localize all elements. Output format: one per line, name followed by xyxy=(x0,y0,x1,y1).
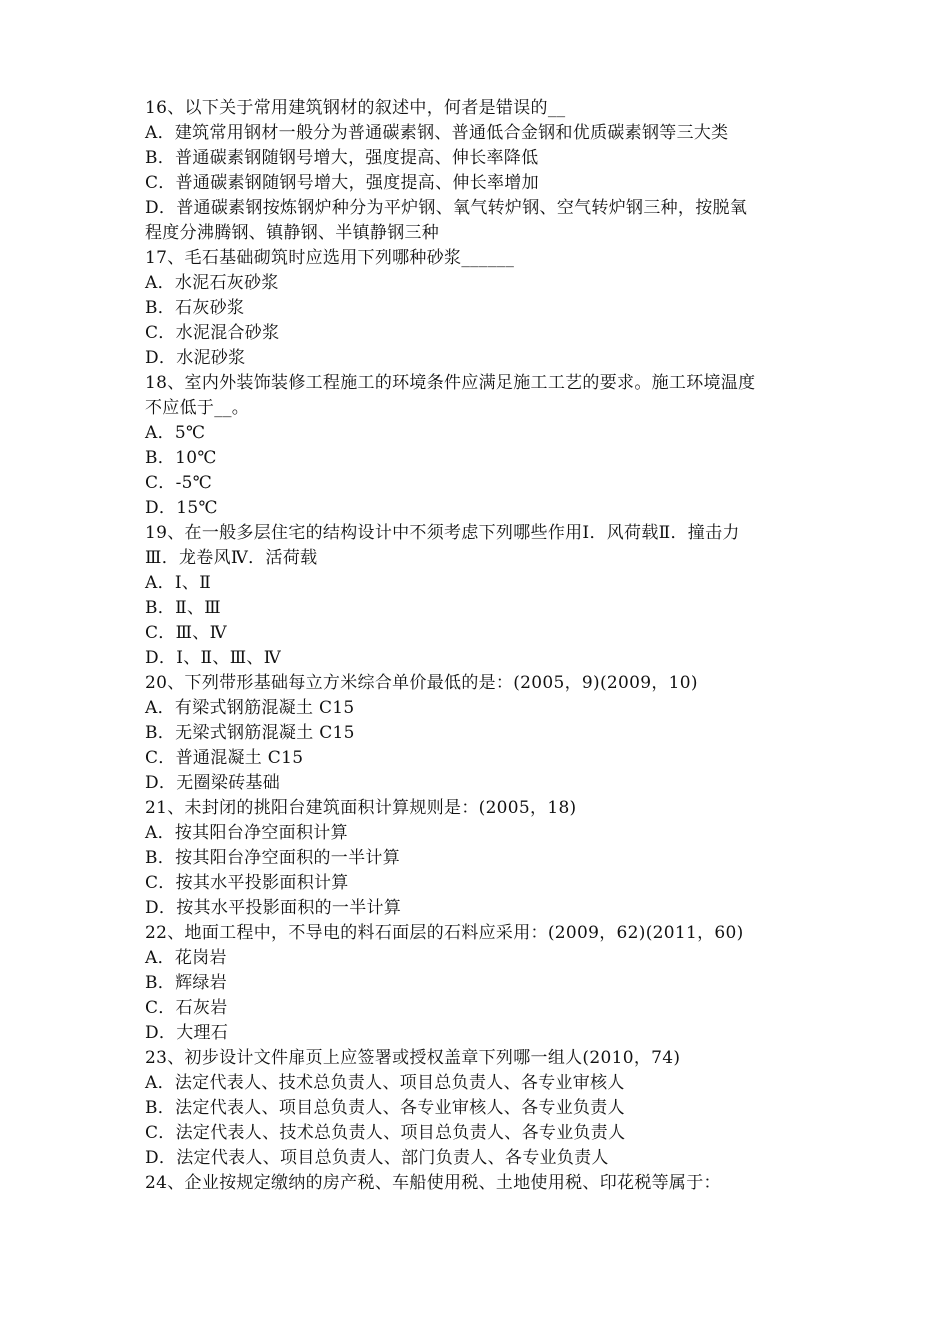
question-23-option-a: A．法定代表人、技术总负责人、项目总负责人、各专业审核人 xyxy=(145,1073,625,1093)
question-18-option-d: D．15℃ xyxy=(145,498,218,518)
question-18-option-c: C．-5℃ xyxy=(145,473,213,493)
question-19-option-b: B．Ⅱ、Ⅲ xyxy=(145,598,221,618)
question-21-title: 21、未封闭的挑阳台建筑面积计算规则是：(2005，18) xyxy=(145,798,577,818)
question-20-option-b: B．无梁式钢筋混凝土 C15 xyxy=(145,723,355,743)
question-21-option-d: D．按其水平投影面积的一半计算 xyxy=(145,898,402,918)
question-17-option-a: A．水泥石灰砂浆 xyxy=(145,273,279,293)
question-19-option-d: D．Ⅰ、Ⅱ、Ⅲ、Ⅳ xyxy=(145,648,281,668)
question-21-option-c: C．按其水平投影面积计算 xyxy=(145,873,349,893)
question-17-option-d: D．水泥砂浆 xyxy=(145,348,246,368)
question-22-option-d: D．大理石 xyxy=(145,1023,229,1043)
question-23-option-b: B．法定代表人、项目总负责人、各专业审核人、各专业负责人 xyxy=(145,1098,625,1118)
question-20-option-a: A．有梁式钢筋混凝土 C15 xyxy=(145,698,355,718)
question-17-option-c: C．水泥混合砂浆 xyxy=(145,323,280,343)
question-22-title: 22、地面工程中，不导电的料石面层的石料应采用：(2009，62)(2011，60) xyxy=(145,923,744,943)
question-24-title: 24、企业按规定缴纳的房产税、车船使用税、土地使用税、印花税等属于： xyxy=(145,1173,721,1193)
question-16-option-d-continued: 程度分沸腾钢、镇静钢、半镇静钢三种 xyxy=(145,223,440,243)
question-16-title: 16、以下关于常用建筑钢材的叙述中，何者是错误的__ xyxy=(145,98,566,118)
question-22-option-b: B．辉绿岩 xyxy=(145,973,227,993)
question-18-option-b: B．10℃ xyxy=(145,448,217,468)
question-23-title: 23、初步设计文件扉页上应签署或授权盖章下列哪一组人(2010，74) xyxy=(145,1048,681,1068)
question-19-option-c: C．Ⅲ、Ⅳ xyxy=(145,623,227,643)
document-page xyxy=(145,96,825,1196)
question-16-option-c: C．普通碳素钢随钢号增大，强度提高、伸长率增加 xyxy=(145,173,539,193)
question-16-option-d: D．普通碳素钢按炼钢炉种分为平炉钢、氧气转炉钢、空气转炉钢三种，按脱氧 xyxy=(145,198,748,218)
question-23-option-c: C．法定代表人、技术总负责人、项目总负责人、各专业负责人 xyxy=(145,1123,626,1143)
question-21-option-b: B．按其阳台净空面积的一半计算 xyxy=(145,848,400,868)
question-18-title-continued: 不应低于__。 xyxy=(145,398,250,418)
question-17-option-b: B．石灰砂浆 xyxy=(145,298,245,318)
question-22-option-c: C．石灰岩 xyxy=(145,998,228,1018)
question-18-title: 18、室内外装饰装修工程施工的环境条件应满足施工工艺的要求。施工环境温度 xyxy=(145,373,756,393)
question-23-option-d: D．法定代表人、项目总负责人、部门负责人、各专业负责人 xyxy=(145,1148,609,1168)
question-20-option-d: D．无圈梁砖基础 xyxy=(145,773,281,793)
question-20-option-c: C．普通混凝土 C15 xyxy=(145,748,304,768)
question-18-option-a: A．5℃ xyxy=(145,423,206,443)
question-16-option-a: A．建筑常用钢材一般分为普通碳素钢、普通低合金钢和优质碳素钢等三大类 xyxy=(145,123,729,143)
question-22-option-a: A．花岗岩 xyxy=(145,948,227,968)
question-17-title: 17、毛石基础砌筑时应选用下列哪种砂浆______ xyxy=(145,248,515,268)
question-19-title-continued: Ⅲ．龙卷风Ⅳ．活荷载 xyxy=(145,548,318,568)
question-16-option-b: B．普通碳素钢随钢号增大，强度提高、伸长率降低 xyxy=(145,148,539,168)
question-19-option-a: A．Ⅰ、Ⅱ xyxy=(145,573,212,593)
question-20-title: 20、下列带形基础每立方米综合单价最低的是：(2005，9)(2009，10) xyxy=(145,673,698,693)
question-21-option-a: A．按其阳台净空面积计算 xyxy=(145,823,348,843)
question-19-title: 19、在一般多层住宅的结构设计中不须考虑下列哪些作用Ⅰ．风荷载Ⅱ．撞击力 xyxy=(145,523,740,543)
